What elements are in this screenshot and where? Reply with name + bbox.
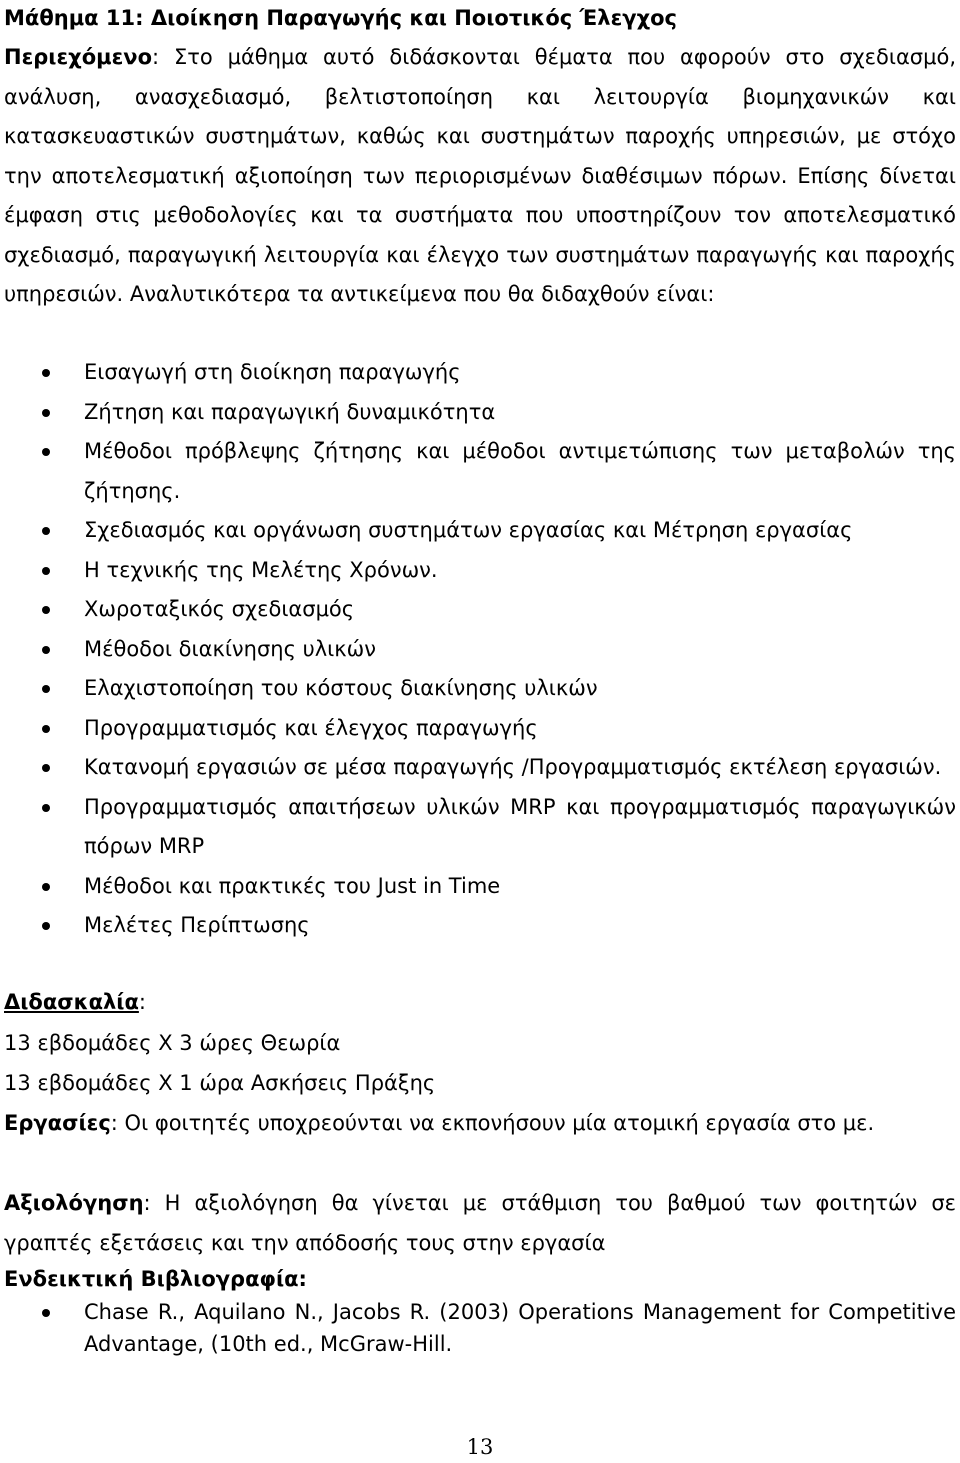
list-item: Εισαγωγή στη διοίκηση παραγωγής	[4, 353, 956, 393]
list-item: Ζήτηση και παραγωγική δυναμικότητα	[4, 393, 956, 433]
list-item: Προγραμματισμός απαιτήσεων υλικών MRP και προγραμματισμός παραγωγικών πόρων MRP	[4, 788, 956, 867]
bullet-icon	[42, 567, 50, 575]
bullet-icon	[42, 369, 50, 377]
list-item: Η τεχνικής της Μελέτης Χρόνων.	[4, 551, 956, 591]
list-item: Προγραμματισμός και έλεγχος παραγωγής	[4, 709, 956, 749]
bullet-icon	[42, 725, 50, 733]
bullet-icon	[42, 448, 50, 456]
list-item: Ελαχιστοποίηση του κόστους διακίνησης υλικών	[4, 669, 956, 709]
list-item: Σχεδιασμός και οργάνωση συστημάτων εργασίας και Μέτρηση εργασίας	[4, 511, 956, 551]
list-item: Chase R., Aquilano N., Jacobs R. (2003) Operations Management for Competitive Advantage, (10th ed., McGraw-Hill.	[4, 1296, 956, 1360]
bibliography-list	[4, 1296, 956, 1360]
assignments-label: Εργασίες	[4, 1111, 111, 1135]
evaluation-text: : Η αξιολόγηση θα γίνεται με στάθμιση του βαθμού των φοιτητών σε γραπτές εξετάσεις και την απόδοσής τους στην εργασία	[4, 1191, 956, 1255]
list-item: Μελέτες Περίπτωσης	[4, 906, 956, 946]
teaching-theory-line: 13 εβδομάδες X 3 ώρες Θεωρία	[4, 1031, 341, 1055]
assignments-paragraph	[4, 1104, 956, 1144]
bullet-icon	[42, 922, 50, 930]
evaluation-label: Αξιολόγηση	[4, 1191, 144, 1215]
bibliography-heading: Ενδεικτική Βιβλιογραφία:	[4, 1267, 307, 1291]
topics-list	[4, 353, 956, 946]
list-item: Χωροταξικός σχεδιασμός	[4, 590, 956, 630]
teaching-label: Διδασκαλία	[4, 990, 139, 1014]
bullet-icon	[42, 527, 50, 535]
assignments-text: : Οι φοιτητές υποχρεούνται να εκπονήσουν μία ατομική εργασία στο με.	[110, 1111, 875, 1135]
bullet-icon	[42, 409, 50, 417]
lesson-title: Μάθημα 11: Διοίκηση Παραγωγής και Ποιοτικός Έλεγχος	[4, 6, 677, 30]
teaching-heading: Διδασκαλία:	[4, 990, 146, 1014]
page-number: 13	[466, 1435, 494, 1459]
bullet-icon	[42, 606, 50, 614]
list-item: Μέθοδοι πρόβλεψης ζήτησης και μέθοδοι αντιμετώπισης των μεταβολών της ζήτησης.	[4, 432, 956, 511]
contents-label: Περιεχόμενο	[4, 45, 153, 69]
contents-paragraph	[4, 38, 956, 315]
contents-text: : Στο μάθημα αυτό διδάσκονται θέματα που αφορούν στο σχεδιασμό, ανάλυση, ανασχεδιασμό, βελτιστοποίηση και λειτουργία βιομηχανικών και κατασκευαστικών συστημάτων, καθώς και συστημάτων παροχής υπηρεσιών, με στόχο την αποτελεσματική αξιοποίηση των περιορισμένων διαθέσιμων πόρων. Επίσης δίνεται έμφαση στις μεθοδολογίες και τα συστήματα που υποστηρίζουν τον αποτελεσματικό σχεδιασμό, παραγωγική λειτουργία και έλεγχο των συστημάτων παραγωγής και παροχής υπηρεσιών. Αναλυτικότερα τα αντικείμενα που θα διδαχθούν είναι:	[4, 45, 956, 306]
bullet-icon	[42, 685, 50, 693]
bullet-icon	[42, 1309, 50, 1317]
teaching-practice-line: 13 εβδομάδες X 1 ώρα Ασκήσεις Πράξης	[4, 1071, 436, 1095]
list-item: Κατανομή εργασιών σε μέσα παραγωγής /Προγραμματισμός εκτέλεση εργασιών.	[4, 748, 956, 788]
bullet-icon	[42, 883, 50, 891]
bullet-icon	[42, 804, 50, 812]
evaluation-paragraph	[4, 1184, 956, 1263]
bullet-icon	[42, 764, 50, 772]
bullet-icon	[42, 646, 50, 654]
list-item: Μέθοδοι διακίνησης υλικών	[4, 630, 956, 670]
list-item: Μέθοδοι και πρακτικές του Just in Time	[4, 867, 956, 907]
